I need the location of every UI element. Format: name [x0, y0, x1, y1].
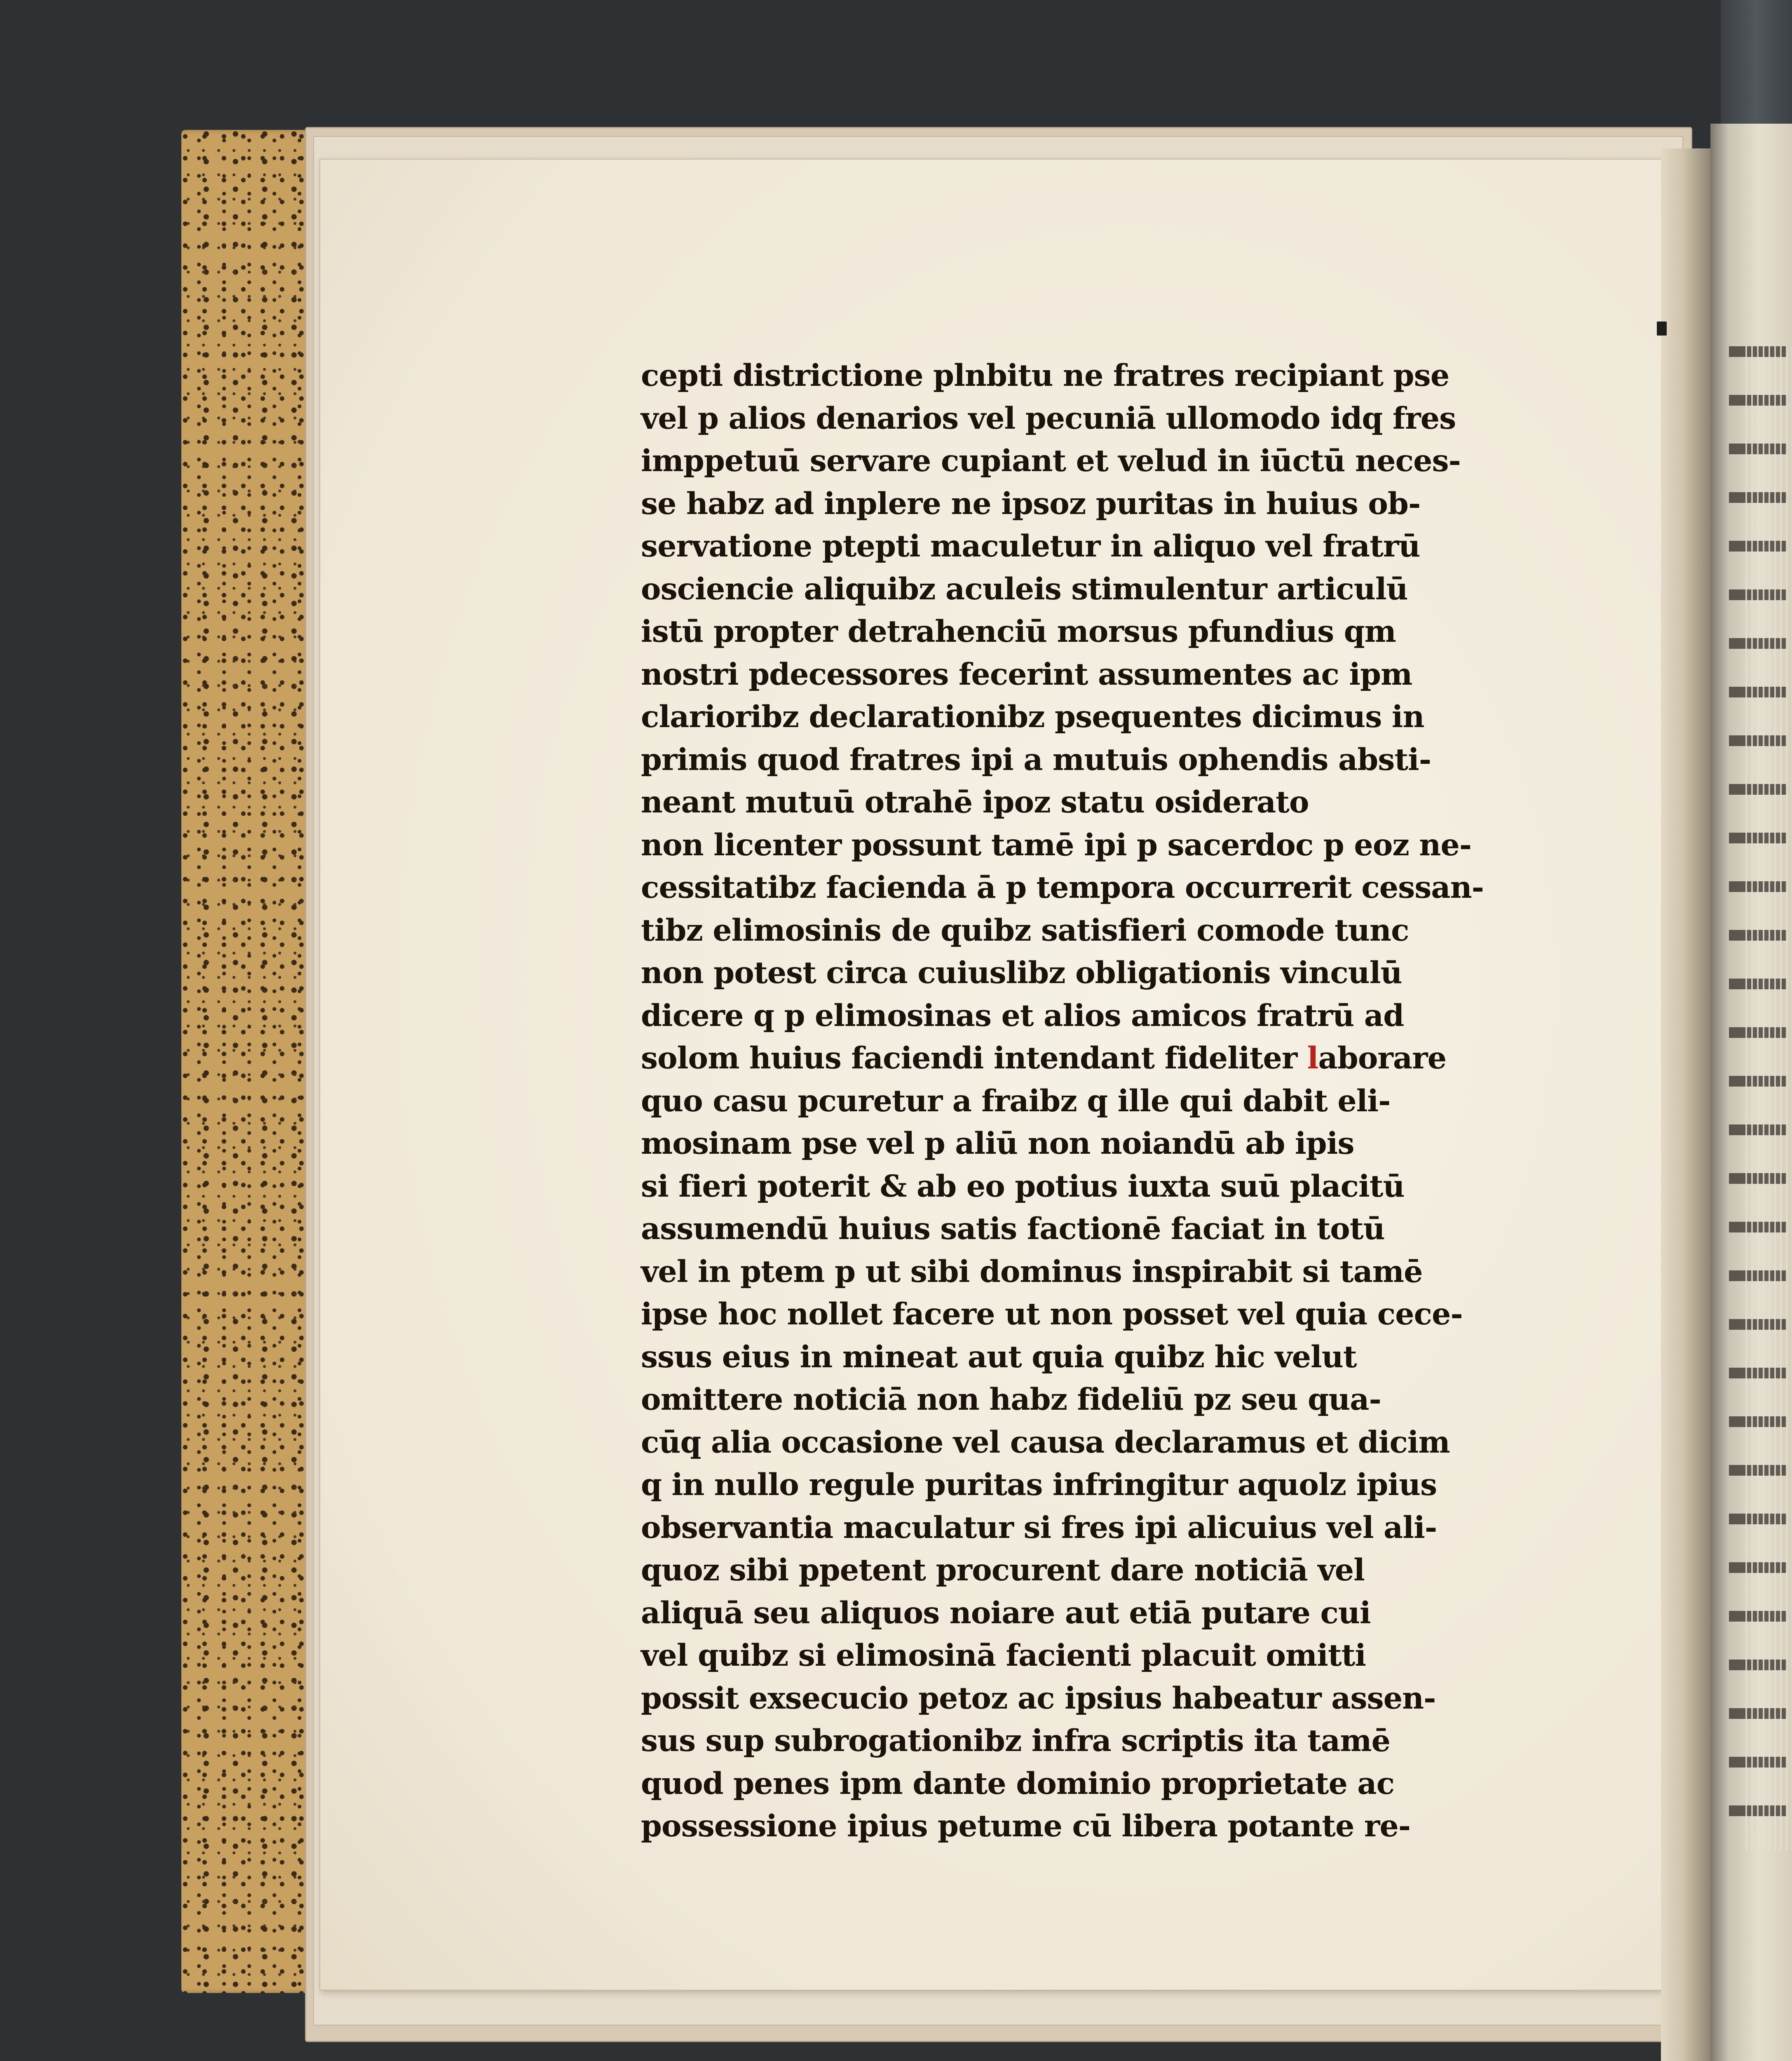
text-line: assumendū huius satis factionē faciat in totū: [641, 1211, 1385, 1246]
text-line: istū propter detrahenciū morsus pfundius qm: [641, 614, 1396, 649]
text-line: non licenter possunt tamē ipi p sacerdoc p eoz ne-: [641, 827, 1472, 863]
text-line: omittere noticiā non habz fideliū pz seu qua-: [641, 1382, 1381, 1417]
facing-page-text-mask: [1741, 346, 1792, 1851]
text-line: vel in ptem p ut sibi dominus inspirabit si tamē: [641, 1254, 1423, 1289]
text-line: possessione ipius petume cū libera potante re-: [641, 1808, 1411, 1844]
text-line: quod penes ipm dante dominio proprietate ac: [641, 1765, 1395, 1801]
text-line: nostri pdecessores fecerint assumentes ac ipm: [641, 656, 1412, 692]
text-line: sus sup subrogationibz infra scriptis ita tamē: [641, 1723, 1390, 1758]
text-line: mosinam pse vel p aliū non noiandū ab ipis: [641, 1126, 1354, 1161]
text-line: aliquā seu aliquos noiare aut etiā putare cui: [641, 1595, 1371, 1631]
text-line: tibz elimosinis de quibz satisfieri comode tunc: [641, 912, 1409, 948]
text-line: ipse hoc nollet facere ut non posset vel quia cece-: [641, 1296, 1463, 1332]
text-line: cepti districtione plnbitu ne fratres recipiant pse: [641, 358, 1450, 393]
text-line: vel quibz si elimosinā facienti placuit omitti: [641, 1638, 1366, 1673]
binding-strip: [1721, 0, 1792, 136]
text-line: non potest circa cuiuslibz obligationis vinculū: [641, 955, 1402, 991]
marbled-cover-board: [181, 130, 317, 1993]
text-line: quo casu pcuretur a fraibz q ille qui dabit eli-: [641, 1083, 1391, 1119]
gutter-shadow: [1661, 148, 1710, 2061]
text-line: se habz ad inplere ne ipsoz puritas in huius ob-: [641, 486, 1421, 521]
manuscript-text-block: [641, 354, 1484, 1848]
text-line: observantia maculatur si fres ipi alicuius vel ali-: [641, 1509, 1437, 1545]
text-line: cūq alia occasione vel causa declaramus et dicim: [641, 1424, 1450, 1460]
text-line: clarioribz declarationibz psequentes dicimus in: [641, 699, 1424, 735]
text-line: quoz sibi ppetent procurent dare noticiā vel: [641, 1552, 1365, 1588]
text-line: dicere q p elimosinas et alios amicos fratrū ad: [641, 998, 1404, 1033]
text-line: servatione ptepti maculetur in aliquo vel fratrū: [641, 528, 1420, 564]
text-line: possit exsecucio petoz ac ipsius habeatur assen-: [641, 1680, 1436, 1716]
text-line: osciencie aliquibz aculeis stimulentur articulū: [641, 571, 1408, 607]
text-line: solom huius faciendi intendant fideliter laborare: [641, 1040, 1447, 1076]
rubric-initial: l: [1307, 1040, 1318, 1076]
text-line: cessitatibz facienda ā p tempora occurrerit cessan-: [641, 870, 1484, 905]
text-line: primis quod fratres ipi a mutuis ophendis absti-: [641, 742, 1431, 777]
text-line: vel p alios denarios vel pecuniā ullomodo idq fres: [641, 400, 1456, 436]
page-marker: [1657, 322, 1667, 336]
text-line: ssus eius in mineat aut quia quibz hic velut: [641, 1339, 1357, 1375]
text-line: q in nullo regule puritas infringitur aquolz ipius: [641, 1467, 1437, 1502]
text-line: si fieri poterit & ab eo potius iuxta suū placitū: [641, 1168, 1405, 1204]
text-line: imppetuū servare cupiant et velud in iūctū neces-: [641, 443, 1461, 479]
text-line: neant mutuū otrahē ipoz statu osiderato: [641, 784, 1309, 820]
